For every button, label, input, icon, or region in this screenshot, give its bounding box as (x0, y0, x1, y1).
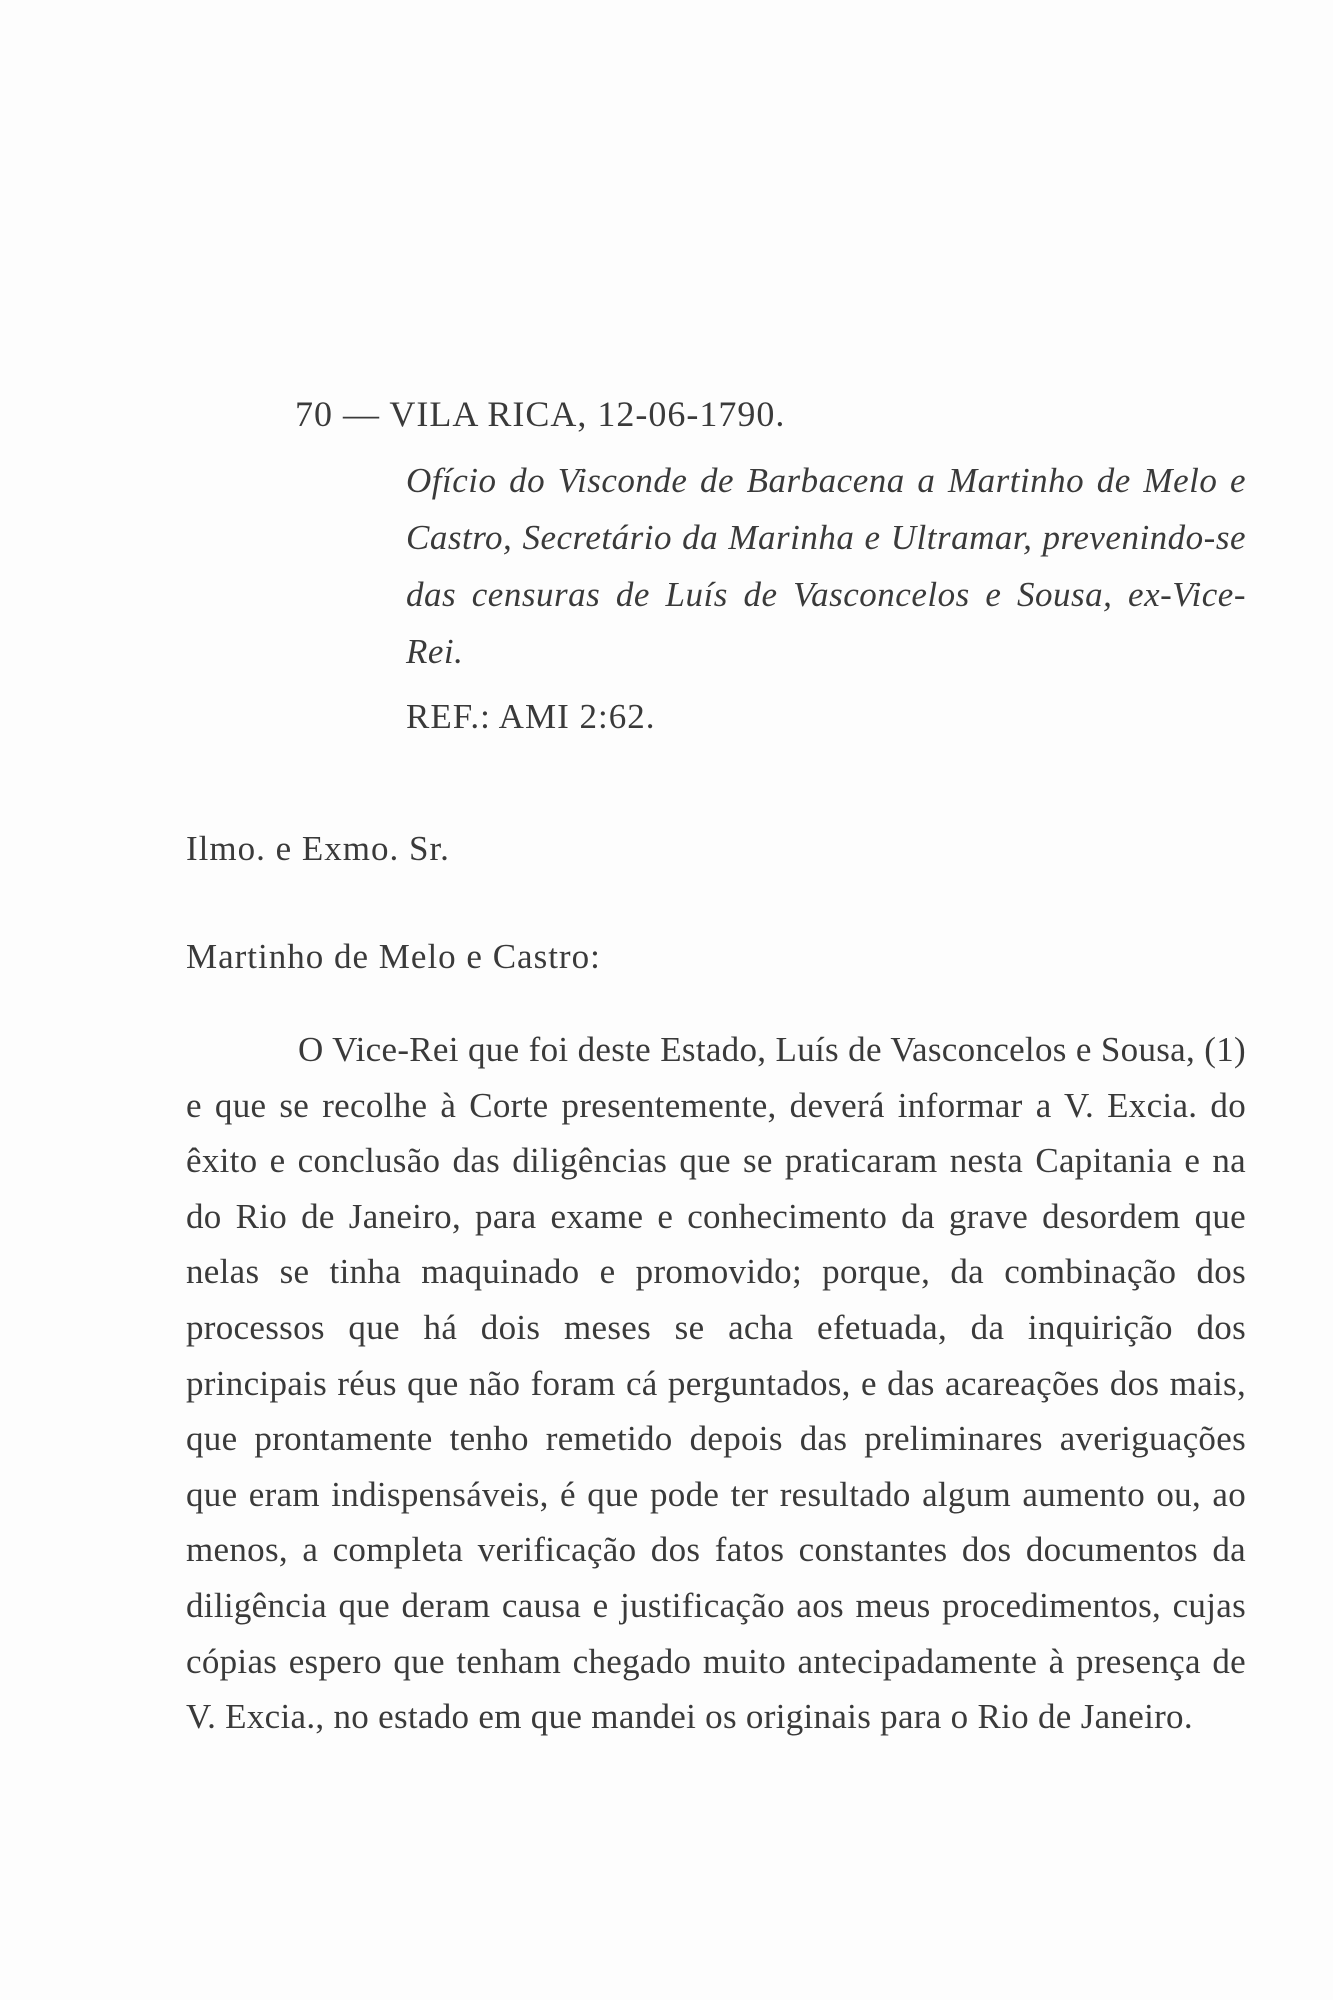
document-summary: Ofício do Visconde de Barbacena a Martinho de Melo e Castro, Secretário da Marinha e Ultramar, prevenindo-se das censuras de Luís de Vasconcelos e Sousa, ex-Vice-Rei. (406, 461, 1246, 671)
document-heading: 70 — VILA RICA, 12-06-1790. (295, 394, 786, 434)
letter-salutation: Ilmo. e Exmo. Sr. (186, 829, 450, 868)
letter-body: O Vice-Rei que foi deste Estado, Luís de Vasconcelos e Sousa, (1) e que se recolhe à Corte presentemente, deverá informar a V. Excia. do êxito e conclusão das diligências que se praticaram nesta Capitania e na do Rio de Janeiro, para exame e conhecimento da grave desordem que nelas se tinha maquinado e promovido; porque, da combinação dos processos que há dois meses se acha efetuada, da inquirição dos principais réus que não foram cá perguntados, e das acareações dos mais, que prontamente tenho remetido depois das preliminares averiguações que eram indispensáveis, é que pode ter resultado algum aumento ou, ao menos, a completa verificação dos fatos constantes dos documentos da diligência que deram causa e justificação aos meus procedimentos, cujas cópias espero que tenham chegado muito antecipadamente à presença de V. Excia., no estado em que mandei os originais para o Rio de Janeiro. (186, 1030, 1246, 1737)
letter-addressee: Martinho de Melo e Castro: (186, 937, 601, 976)
document-reference: REF.: AMI 2:62. (406, 697, 656, 736)
